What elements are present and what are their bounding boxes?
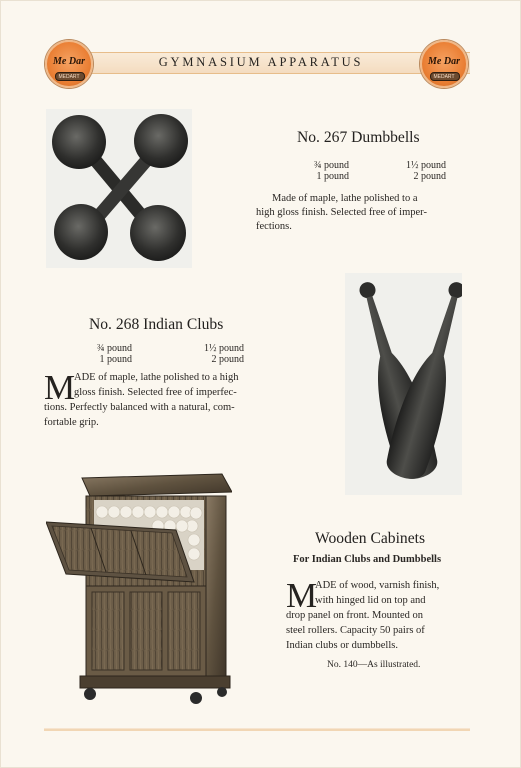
indian-clubs-title: No. 268 Indian Clubs [89,316,224,333]
dumbbells-size: 1½ pound [406,160,446,171]
cabinets-description-line: Indian clubs or dumbbells. [286,640,398,651]
medart-logo-left [45,40,93,88]
page-title: GYMNASIUM APPARATUS [158,55,364,69]
indian-clubs-sizes-left [72,343,132,365]
dumbbells-image [46,109,192,268]
wooden-cabinet-illustration-icon [46,470,232,706]
dumbbells-title: No. 267 Dumbbells [297,129,420,146]
indian-clubs-description-rest [44,400,290,430]
indian-clubs-description-first [74,370,290,400]
dumbbells-description-line: high gloss finish. Selected free of imper- [256,207,427,218]
cabinets-description-line: with hinged lid on top and [315,595,426,606]
indian-clubs-description-line: gloss finish. Selected free of imperfec- [74,387,237,398]
indian-clubs-size: 1 pound [99,354,132,365]
dumbbells-size: ¾ pound [314,160,349,171]
logo-left-text: Me Dar [53,56,85,67]
indian-clubs-description-line: fortable grip. [44,417,99,428]
indian-clubs-description-line: ADE of maple, lathe polished to a high [74,372,239,383]
cabinets-description-first [315,578,475,608]
indian-clubs-illustration-icon [345,273,462,495]
indian-clubs-image [345,273,462,495]
logo-right-tagline: MEDART [433,74,455,80]
indian-clubs-sizes-right [184,343,244,365]
dumbbells-description [256,192,472,234]
dumbbells-description-line: fections. [256,221,292,232]
indian-clubs-drop-cap: M [44,368,76,407]
logo-right-text: Me Dar [428,56,460,67]
dumbbells-size: 1 pound [316,171,349,182]
footer-rule [44,728,470,731]
cabinets-subtitle: For Indian Clubs and Dumbbells [293,554,442,565]
logo-left-tagline: MEDART [58,74,80,80]
indian-clubs-size: 1½ pound [204,343,244,354]
cabinet-model-number: No. 140—As illustrated. [327,660,421,670]
dumbbells-size: 2 pound [413,171,446,182]
dumbbells-description-line: Made of maple, lathe polished to a [272,193,418,204]
cabinets-description-line: drop panel on front. Mounted on [286,610,424,621]
cabinets-drop-cap: M [286,576,318,615]
medart-logo-right [420,40,468,88]
dumbbells-sizes-right [386,160,446,182]
indian-clubs-size: 2 pound [211,354,244,365]
dumbbells-illustration-icon [46,109,192,268]
cabinet-image [46,470,232,706]
indian-clubs-size: ¾ pound [97,343,132,354]
cabinets-title: Wooden Cabinets [315,530,426,547]
cabinets-description-rest [286,608,476,653]
indian-clubs-description-line: tions. Perfectly balanced with a natural, com- [44,402,235,413]
cabinets-description-line: steel rollers. Capacity 50 pairs of [286,625,425,636]
dumbbells-sizes-left [289,160,349,182]
cabinets-description-line: ADE of wood, varnish finish, [315,580,440,591]
